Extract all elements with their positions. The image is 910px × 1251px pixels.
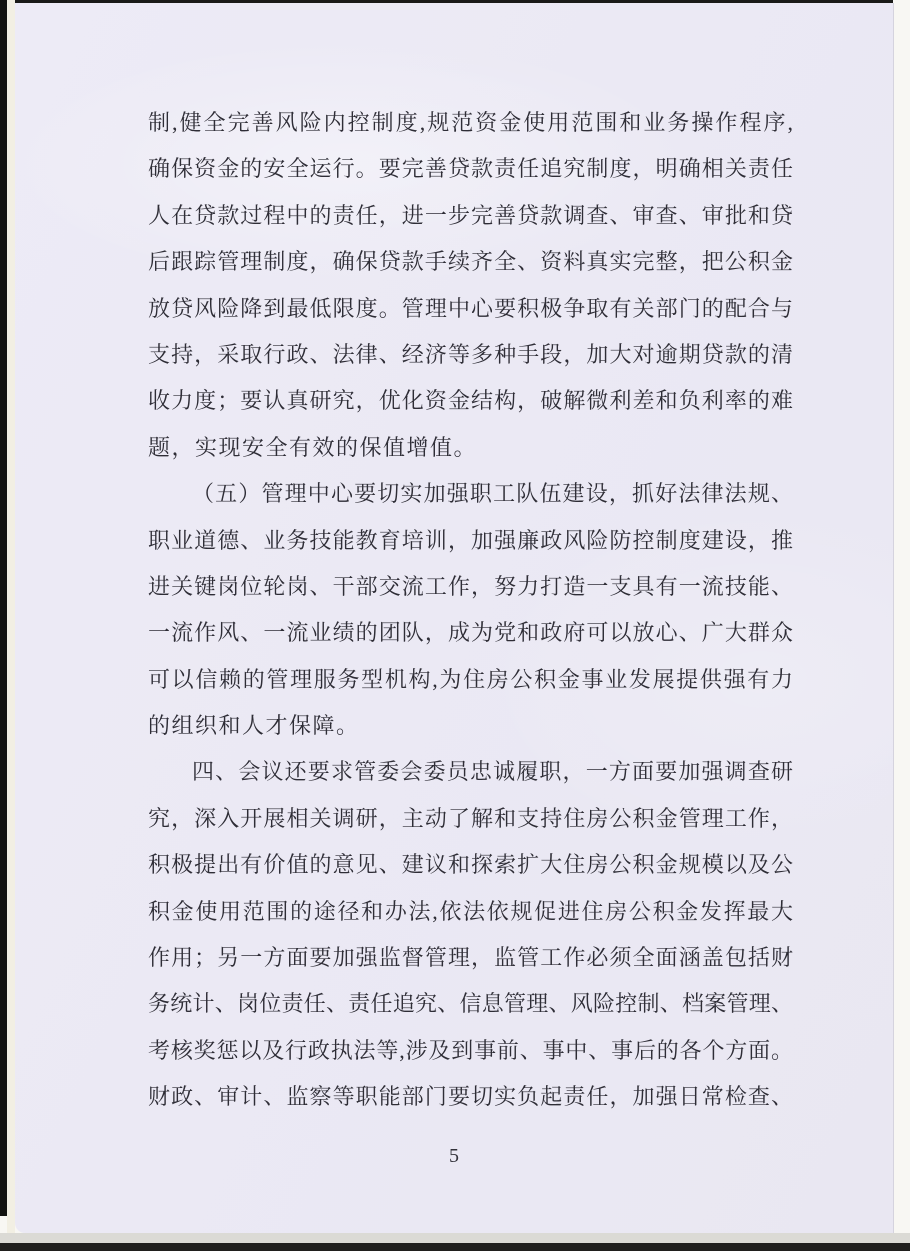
document-body-text: [148, 100, 793, 1121]
text-line: 人在贷款过程中的责任，进一步完善贷款调查、审查、审批和贷: [148, 202, 793, 228]
text-line: 究，深入开展相关调研，主动了解和支持住房公积金管理工作，: [148, 805, 793, 831]
scan-edge-right: [893, 0, 910, 1251]
text-line: 积极提出有价值的意见、建议和探索扩大住房公积金规模以及公: [148, 852, 793, 878]
text-line: 职业道德、业务技能教育培训，加强廉政风险防控制度建设，推: [148, 527, 793, 553]
text-line: 后跟踪管理制度，确保贷款手续齐全、资料真实完整，把公积金: [148, 249, 793, 275]
scan-edge-bottom-shadow: [0, 1233, 910, 1243]
text-line: 考核奖惩以及行政执法等,涉及到事前、事中、事后的各个方面。: [148, 1037, 793, 1063]
scan-edge-bottom: [0, 1243, 910, 1251]
text-line: 可以信赖的管理服务型机构,为住房公积金事业发展提供强有力: [148, 666, 793, 692]
text-line: 支持，采取行政、法律、经济等多种手段，加大对逾期贷款的清: [148, 341, 793, 367]
scan-edge-left-underlay: [7, 0, 15, 1233]
text-line: 进关键岗位轮岗、干部交流工作，努力打造一支具有一流技能、: [148, 573, 793, 599]
document-page: [15, 3, 894, 1233]
text-line: 四、会议还要求管委会委员忠诚履职，一方面要加强调查研: [192, 759, 793, 785]
page-number: 5: [449, 1145, 459, 1167]
text-line: 题，实现安全有效的保值增值。: [148, 434, 478, 460]
text-line: 制,健全完善风险内控制度,规范资金使用范围和业务操作程序,: [148, 110, 793, 135]
text-line: （五）管理中心要切实加强职工队伍建设，抓好法律法规、: [192, 481, 793, 507]
text-line: 务统计、岗位责任、责任追究、信息管理、风险控制、档案管理、: [148, 991, 793, 1017]
text-line: 一流作风、一流业绩的团队，成为党和政府可以放心、广大群众: [148, 620, 793, 646]
text-line: 的组织和人才保障。: [148, 713, 360, 739]
scan-edge-left: [0, 0, 7, 1216]
text-line: 放贷风险降到最低限度。管理中心要积极争取有关部门的配合与: [148, 295, 793, 321]
text-line: 财政、审计、监察等职能部门要切实负起责任，加强日常检查、: [148, 1084, 793, 1110]
text-line: 作用；另一方面要加强监督管理，监管工作必须全面涵盖包括财: [148, 945, 793, 971]
text-line: 积金使用范围的途径和办法,依法依规促进住房公积金发挥最大: [148, 898, 793, 924]
text-line: 确保资金的安全运行。要完善贷款责任追究制度，明确相关责任: [148, 156, 793, 182]
text-line: 收力度；要认真研究，优化资金结构，破解微利差和负利率的难: [148, 388, 793, 414]
